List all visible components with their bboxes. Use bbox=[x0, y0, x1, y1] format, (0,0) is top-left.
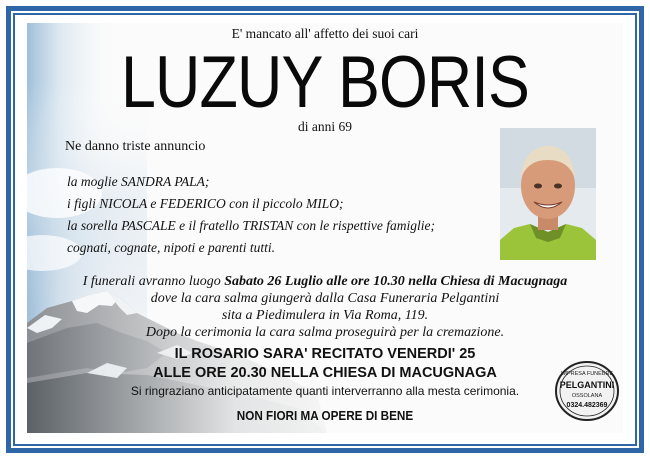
logo-phone-text: 0324.482369 bbox=[566, 402, 608, 409]
relatives-line: i figli NICOLA e FEDERICO con il piccolo MILO; bbox=[67, 196, 344, 211]
relatives-list bbox=[67, 171, 435, 259]
relatives-line: cognati, cognate, nipoti e parenti tutti. bbox=[67, 240, 275, 255]
logo-town-text: OSSOLANA bbox=[571, 393, 603, 399]
funeral-line: Dopo la cerimonia la cara salma proseguirà per la cremazione. bbox=[145, 325, 505, 340]
rosary-line: IL ROSARIO SARA' RECITATO VENERDI' 25 bbox=[174, 346, 476, 362]
rosary-line: ALLE ORE 20.30 NELLA CHIESA DI MACUGNAGA bbox=[153, 365, 497, 381]
flowers-note: NON FIORI MA OPERE DI BENE bbox=[236, 408, 414, 423]
intro-text: E' mancato all' affetto dei suoi cari bbox=[231, 26, 419, 41]
deceased-name: LUZUY BORIS bbox=[120, 42, 530, 123]
notice-panel bbox=[27, 23, 623, 433]
rosary-block bbox=[27, 345, 623, 399]
logo-name-text: PELGANTINI bbox=[559, 380, 615, 390]
funeral-details bbox=[27, 273, 623, 341]
age-text: di anni 69 bbox=[298, 119, 352, 134]
funeral-line bbox=[27, 273, 623, 290]
funeral-home-logo bbox=[555, 361, 619, 421]
portrait-image bbox=[500, 128, 596, 260]
logo-top-text: IMPRESA FUNEBRE bbox=[560, 371, 614, 377]
funeral-line: dove la cara salma giungerà dalla Casa Funeraria Pelgantini bbox=[150, 291, 500, 306]
funeral-line-prefix: I funerali avranno luogo bbox=[82, 274, 225, 289]
funeral-line: sita a Piedimulera in Via Roma, 119. bbox=[221, 308, 429, 323]
thanks-text: Si ringraziano anticipatamente quanti interverranno alla mesta cerimonia. bbox=[130, 384, 520, 398]
funeral-date-place: Sabato 26 Luglio alle ore 10.30 nella Chiesa di Macugnaga bbox=[224, 274, 568, 289]
announcement-text: Ne danno triste annuncio bbox=[65, 139, 206, 154]
portrait-photo bbox=[500, 128, 596, 260]
relatives-line: la moglie SANDRA PALA; bbox=[67, 174, 210, 189]
relatives-line: la sorella PASCALE e il fratello TRISTAN con le rispettive famiglie; bbox=[67, 218, 435, 233]
